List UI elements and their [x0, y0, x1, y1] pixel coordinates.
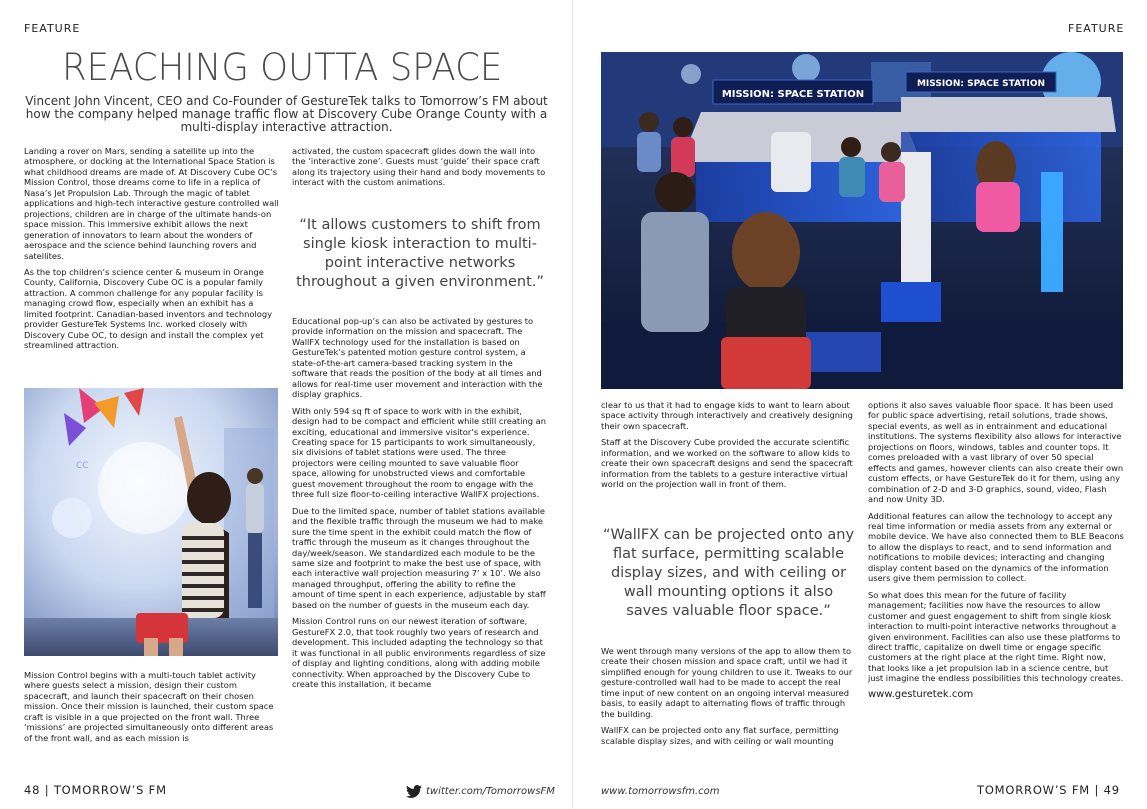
- paragraph: Additional features can allow the technology to accept any real time information or media assets from any external or mobile device. We have also connected them to BLE Beacons to allow the displays to react, and to send information and notifications to mobile devices; interacting and changing display content based on the dynamics of the information users give them permission to collect.: [868, 510, 1124, 584]
- column-1-bottom: [24, 670, 279, 749]
- website-link[interactable]: www.gesturetek.com: [868, 688, 974, 700]
- article-intro: Vincent John Vincent, CEO and Co-Founder of GestureTek talks to Tomorrow’s FM about how the company helped manage traffic flow at Discovery Cube Orange County with a multi-display interactive attraction.: [25, 94, 548, 134]
- footer-left: 48 | TOMORROW’S FM: [24, 783, 167, 797]
- paragraph: Mission Control runs on our newest iteration of software, GestureFX 2.0, that took roughly two years of research and development. This included adapting the technology so that it was functional in all public environments regardless of size of display and lighting conditions, along with adding mobile connectivity. When approached by the Discovery Cube to create this installation, it became: [292, 616, 546, 689]
- paragraph: activated, the custom spacecraft glides down the wall into the ‘interactive zone’. Guests must ‘guide’ their space craft along its trajectory using their hand and body movements to interact with the custom animations.: [292, 146, 546, 188]
- paragraph: As the top children’s science center & museum in Orange County, California, Discovery Cube OC is a popular family attraction. A common challenge for any popular facility is managing crowd flow, especially when an exhibit has a limited footprint. Canadian-based inventors and technology provider GestureTek Systems Inc. worked closely with Discovery Cube OC, to design and install the complex yet streamlined attraction.: [24, 266, 273, 351]
- footer-right: TOMORROW’S FM | 49: [977, 783, 1120, 797]
- article-title: REACHING OUTTA SPACE: [62, 46, 503, 89]
- paragraph: Mission Control begins with a multi-touch tablet activity where guests select a mission, design their custom spacecraft, and launch their spacecraft on their chosen mission. Once their mission is launched, their custom space craft is visible in a que projected on the front wall. Three ‘missions’ are projected simultaneously onto different areas of the front wall, and as each mission is: [24, 670, 274, 743]
- sign-text-1: MISSION: SPACE STATION: [721, 89, 865, 100]
- twitter-handle: twitter.com/TomorrowsFM: [426, 786, 555, 797]
- paragraph: options it also saves valuable floor space. It has been used for public space advertising, retail solutions, trade shows, special events, as well as in entrainment and educational institutions. The systems flexibility also allows for interactive projections on floors, windows, tables and counter tops. It comes preloaded with a vast library of over 50 special effects and games, however clients can also create their own custom effects, or have GestureTek do it for them, using any combination of 2-D and 3-D graphics, sound, video, Flash and now Unity 3D.: [868, 400, 1124, 505]
- photo-illustration: [24, 388, 278, 656]
- pull-quote-left: “It allows customers to shift from single kiosk interaction to multi-point interactive networks throughout a given environment.”: [296, 217, 544, 290]
- section-label-left: FEATURE: [24, 22, 81, 35]
- paragraph: Staff at the Discovery Cube provided the accurate scientific information, and we worked on the software to allow kids to create their own spacecraft designs and send the spacecraft information from the tablets to a gesture interactive virtual world on the projection wall in front of them.: [601, 437, 853, 490]
- pull-quote-right: “WallFX can be projected onto any flat surface, permitting scalable display sizes, and with ceiling or wall mounting options it also saves valuable floor space.”: [602, 527, 855, 619]
- column-3-bottom: [601, 646, 856, 752]
- paragraph: With only 594 sq ft of space to work with in the exhibit, design had to be compact and efficient while still creating an exciting, educational and immersive visitor’s experience. Creating space for 15 participants to work simultaneously, six divisions of tablet stations were used. The three projectors were ceiling mounted to save valuable floor space, allowing for unobstructed views and comfortable guest movement throughout the room to engage with the three full size floor-to-ceiling interactive WallFX projections.: [292, 405, 546, 500]
- svg-text:CC: CC: [76, 461, 89, 471]
- paragraph: Educational pop-up’s can also be activated by gestures to provide information on the mission and spacecraft. The WallFX technology used for the installation is based on GestureTek’s patented motion gesture control system, a state-of-the-art camera-based tracking system in the software that reads the position of the body at all times and allows for real-time user movement and interaction with the display graphics.: [292, 316, 543, 400]
- paragraph: We went through many versions of the app to allow them to create their chosen mission and space craft, until we had it simplified enough for young children to use it. Tweaks to our gesture-controlled wall had to be made to accept the real time input of new content on an ongoing interval measured basis, to easily adapt to alternating flows of traffic through the building.: [601, 646, 853, 719]
- paragraph: So what does this mean for the future of facility management; facilities now have the resources to allow customer and guest engagement to shift from single kiosk interaction to multi-point interactive networks throughout a given environment. Facilities can also use these platforms to direct traffic, capitalize on dwell time or engage specific customers at the right place at the right time. Right now, that looks like a jet propulsion lab in a science centre, but just imagine the endless possibilities this technology creates.: [868, 589, 1124, 684]
- paragraph: clear to us that it had to engage kids to want to learn about space activity through interactively and creatively designing their own spacecraft.: [601, 400, 853, 431]
- paragraph: Due to the limited space, number of tablet stations available and the flexible traffic through the museum we had to make sure the time spent in the exhibit could match the flow of traffic through the museum as it changes throughout the day/week/season. We standardized each module to be the same size and footprint to make the best use of space, with each interactive wall projection measuring 7’ x 10’. We also managed throughput, offering the ability to refine the amount of time spent in each experience, adjustable by staff based on the number of guests in the museum each day.: [292, 505, 546, 610]
- sign-text-2: MISSION: SPACE STATION: [916, 79, 1046, 89]
- footer-url: www.tomorrowsfm.com: [601, 786, 720, 797]
- paragraph: WallFX can be projected onto any flat surface, permitting scalable display sizes, and with ceiling or wall mounting: [601, 725, 839, 746]
- page-spine: [572, 0, 574, 809]
- section-label-right: FEATURE: [1068, 22, 1125, 35]
- photo-illustration: [601, 52, 1123, 389]
- twitter-icon: [406, 784, 422, 798]
- column-4: [868, 400, 1124, 706]
- paragraph: Landing a rover on Mars, sending a satellite up into the atmosphere, or docking at the International Space Station is what childhood dreams are made of. At Discovery Cube OC’s Mission Control, those dreams come to life in a replica of Nasa’s Jet Propulsion Lab. Through the magic of tablet applications and high-tech interactive gesture controlled wall projections, children are in charge of the ultimate hands-on space mission. This immersive exhibit allows the next generation of innovators to learn about the wonders of aerospace and the science behind launching rovers and satellites.: [24, 146, 279, 261]
- photo-girl-at-wall: [24, 388, 278, 656]
- column-1: [24, 146, 279, 357]
- column-2-top: [292, 146, 548, 194]
- column-2: [292, 316, 548, 695]
- column-3-top: [601, 400, 856, 496]
- photo-mission-space-station: [601, 52, 1123, 389]
